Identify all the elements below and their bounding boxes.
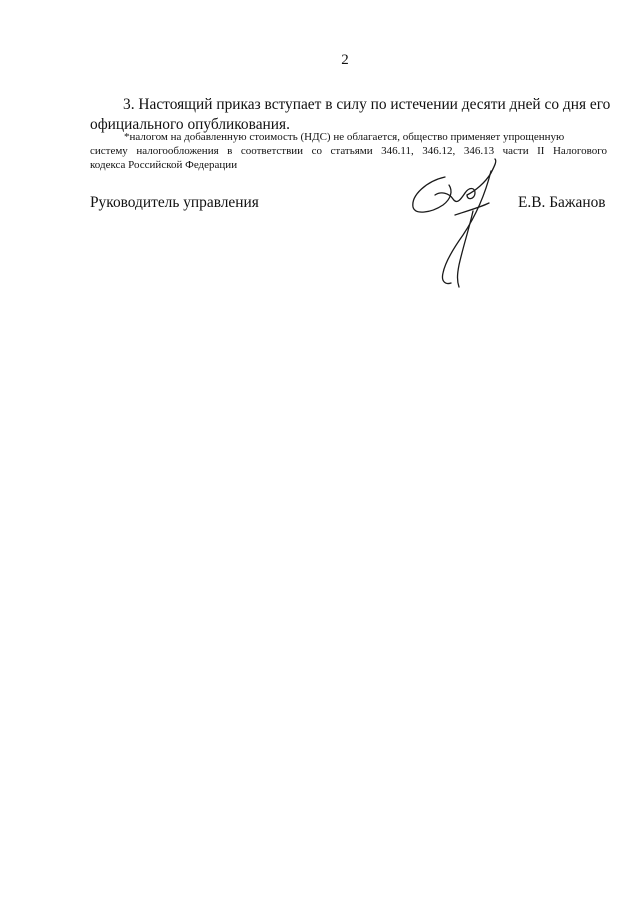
footnote-line-1: *налогом на добавленную стоимость (НДС) не облагается, общество применяет упрощенную xyxy=(124,131,565,143)
signer-position: Руководитель управления xyxy=(90,194,259,211)
paragraph-3 xyxy=(90,95,611,135)
handwritten-signature xyxy=(405,155,515,290)
signer-name: Е.В. Бажанов xyxy=(518,194,606,211)
paragraph-3-line-1: 3. Настоящий приказ вступает в силу по истечении десяти дней со дня его xyxy=(123,96,611,113)
page-number: 2 xyxy=(341,52,349,68)
paragraph-3-line-2: официального опубликования. xyxy=(90,116,290,133)
footnote xyxy=(90,130,607,172)
footnote-line-2: систему налогообложения в соответствии со статьями 346.11, 346.12, 346.13 части II Налогового xyxy=(90,145,607,157)
footnote-line-3: кодекса Российской Федерации xyxy=(90,159,238,171)
